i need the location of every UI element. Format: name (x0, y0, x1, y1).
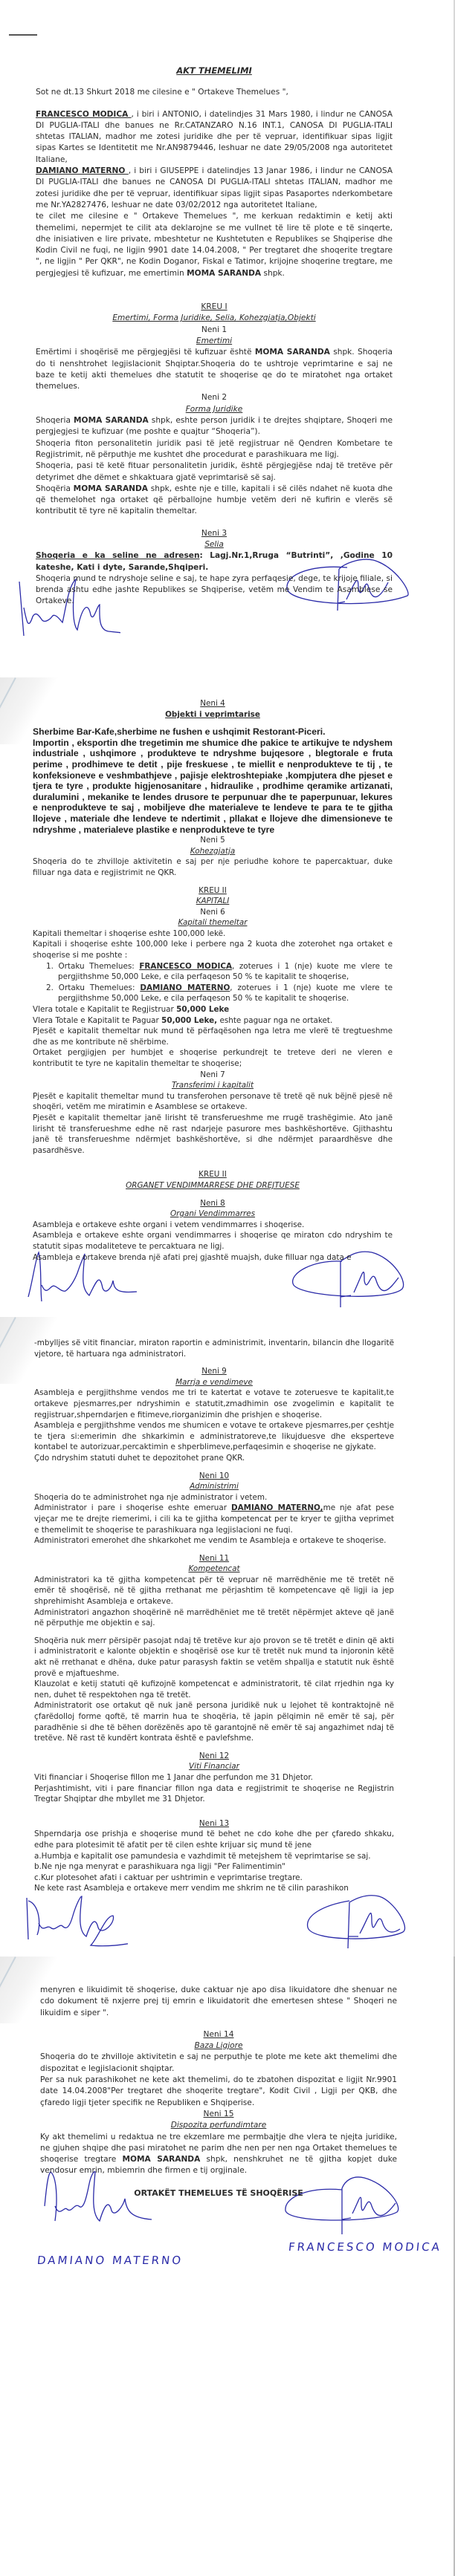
paragraph (36, 415, 393, 438)
text-run: Shoqeria (36, 416, 74, 426)
text-run: b.Ne nje nga menyrat e parashikuara nga ligji "Per Falimentimin" (34, 1862, 285, 1872)
paragraph (34, 1772, 394, 1783)
paragraph (33, 726, 393, 738)
section-number: KREU II (199, 1170, 227, 1180)
paragraph (34, 1851, 394, 1862)
text-run: Asambleja e ortakeve eshte organi i vetem vendimmarres i shoqerise. (33, 1220, 305, 1229)
text-run: , zoterues i 1 (nje) kuote me vlere te pergjithshme 50,000 Leke, e cila perfaqeson 50 % te kapitalit te shoqerise. (58, 983, 393, 1004)
text-run: Pjesët e kapitalit themeltar janë lirisht të transferueshme me rrugë trashëgimie. Ato janë lirisht të transferueshme edhe në rast ndarjeje pasurore mes bashkëshortëve. Gjithashtu janë të transferueshme ndërmjet bashkëshortëve, si dhe ndërmjet paraardhësve dhe pasardhësve. (33, 1113, 393, 1155)
text-run: Administratori angazhon shoqërinë në marrëdhëniet me të tretët nëpërmjet akteve që janë në përputhje me objektin e saj. (34, 1607, 394, 1628)
text-run: Viti financiar i Shoqerise fillon me 1 Janar dhe perfundon me 31 Dhjetor. (34, 1772, 313, 1782)
text-run: Vlera Totale e Kapitalit te Paguar (33, 1015, 162, 1025)
text-run: Administratori emerohet dhe shkarkohet me vendim te Asambleja e ortakeve te shoqerise. (34, 1536, 387, 1546)
text-run: Emërtimi i shoqërisë me përgjegjësi të kufizuar është (36, 348, 255, 357)
paragraph (33, 1252, 393, 1263)
section-heading: Kapitali themeltar (178, 918, 248, 928)
section-heading: Organi Vendimmarres (170, 1209, 256, 1219)
signature-francesco-modica (305, 1895, 409, 1951)
text-run: Shoqeria do te zhvilloje aktivitetin e saj ne perputhje te plote me kete akt themelimi dhe dispozitat e legjislacionit shqiptar. (40, 2052, 397, 2073)
text-run: Asambleja e ortakeve eshte organi vendimmarres i shoqerise qe miraton cdo ndryshim te statutit sipas modaliteteve te percaktuara ne ligj. (33, 1231, 393, 1251)
paragraph (36, 484, 393, 518)
emphasized-text: MOMA SARANDA (73, 484, 149, 493)
text-run: menyren e likuidimit të shoqerise, duke caktuar nje apo disa likuidatore dhe shenuar ne cdo dokument të nxjerre prej tij emrin e likuidatorit dhe emertesen shtese " Shoqeri ne likuidim e siper ". (40, 1985, 397, 2017)
text-run: Vlera totale e Kapitalit te Regjistruar (33, 1005, 177, 1015)
paragraph (33, 928, 393, 940)
emphasized-text: FRANCESCO MODICA (36, 109, 132, 119)
text-run: Asambleja e pergjithshme vendos me tri te katertat e votave te zoteruesve te kapitalit,te ortakeve pjesmarres,per ndryshimin e statutit,zmadhimin ose zvogelimin e kapitalit te regjistruar,shperndarjen e fitimeve,riorganizimin dhe prishjen e shoqerise. (34, 1388, 394, 1419)
paragraph (36, 87, 393, 98)
section-number: KREU I (201, 302, 228, 312)
section-heading: Emertimi (196, 336, 233, 345)
paragraph (34, 1873, 394, 1884)
section-number: Neni 6 (200, 907, 225, 917)
paragraph (34, 1492, 394, 1503)
section-number: Neni 13 (199, 1818, 230, 1828)
text-run: Sot ne dt.13 Shkurt 2018 me cilesine e " Ortakeve Themelues ", (36, 88, 288, 97)
section-heading: ORGANET VENDIMMARRESE DHE DREJTUESE (126, 1180, 300, 1190)
emphasized-text: DAMIANO MATERNO, (230, 1503, 323, 1513)
paragraph (34, 1453, 394, 1464)
text-run: Klauzolat e ketij statuti që kufizojnë kompetencat e administratorit, të cilat rrjedhin nga ky nen, duhet të respektohen nga të tretët. (34, 1679, 394, 1700)
text-run: Shoqeria mund te ndryshoje seline e saj, te hape zyra perfaqesie, dege, te krijoje filiale, si brenda ashtu edhe jashte Republikes se Shqiperise, vetëm me Vendim te Asamblese se Ortakeve. (36, 573, 393, 606)
emphasized-text: : Lagj.Nr.1,Rruga “Butrinti”, ,Godine 10 kateshe, Kati i dyte, Sarande,Shqiperi. (36, 551, 393, 572)
section-heading: AKT THEMELIMI (176, 65, 252, 76)
section-heading: Transferimi i kapitalit (171, 1081, 254, 1090)
text-run: Shoqëria nuk merr përsipër pasojat ndaj të tretëve kur ajo provon se të tretët e dinin që akti i administratorit e kalonte objektin e shoqërisë ose kur të tretët nuk mund ta injoronin këtë akt në rrethanat e dhëna, duke patur parasysh faktin se vetëm shpallja e statutit nuk është provë e mjaftueshme. (34, 1636, 394, 1678)
section-number: Neni 15 (203, 2109, 234, 2118)
emphasized-text: DAMIANO MATERNO (36, 166, 129, 176)
text-run: 2. Ortaku Themelues: (46, 983, 141, 992)
paragraph (33, 1091, 393, 1113)
paragraph (36, 211, 393, 279)
section-heading: Baza Ligjore (194, 2041, 243, 2051)
section-number: Neni 7 (200, 1070, 225, 1079)
page-content (40, 1985, 397, 2199)
paragraph (34, 1338, 394, 1359)
section-number: KREU II (199, 885, 227, 895)
section-number: Neni 3 (201, 528, 228, 538)
paragraph (36, 166, 393, 211)
text-run: shpk, eshte nje e tille, kapitali i së cilës ndahet në kuota dhe që themelohet nga ortaket që përballojne humbje vetëm deri në kufirin e vlerës së kontributit të tyre në kapitalin themeltar. (36, 484, 393, 516)
page-content (34, 1338, 394, 1894)
text-run: Çdo ndryshim statuti duhet te depozitohet prane QKR. (34, 1453, 245, 1463)
section-heading: Kohezgjatja (190, 846, 236, 856)
paragraph (34, 1535, 394, 1546)
paragraph (33, 939, 393, 960)
emphasized-text: 50,000 Leke (176, 1005, 230, 1015)
paragraph (40, 2075, 397, 2109)
paragraph (40, 2052, 397, 2075)
section-heading: ORTAKËT THEMELUES TË SHOQËRISE (134, 2188, 303, 2198)
emphasized-text: 50,000 Leke, (161, 1015, 218, 1025)
paragraph (34, 1700, 394, 1743)
paragraph (33, 856, 393, 878)
section-heading: KAPITALI (196, 897, 230, 906)
section-number: Neni 4 (200, 699, 225, 708)
paragraph (33, 961, 393, 983)
section-heading: Viti Financiar (189, 1762, 239, 1772)
text-run: Ortaket pergjigjen per humbjet e shoqerise perkundrejt te treteve deri ne vleren e kontributit te tyre ne kapitalin themeltar te shoqerise; (33, 1048, 393, 1068)
text-run: eshte paguar nga ne ortaket. (217, 1015, 333, 1025)
paragraph (34, 1503, 394, 1535)
text-run: Administrator i pare i shoqerise eshte emeruar (34, 1503, 231, 1513)
section-number: Neni 11 (199, 1553, 230, 1563)
page-2 (0, 677, 455, 1317)
text-run: Shoqeria do te zhvilloje aktivitetin e saj per nje periudhe kohore te papercaktuar, duke filluar nga data e regjistrimit ne QKR. (33, 857, 393, 877)
paragraph (34, 1607, 394, 1629)
section-number: Neni 9 (201, 1367, 227, 1376)
text-run: Shoqëria (36, 484, 74, 493)
text-run: Asambleja e pergjithshme vendos me shumicen e votave te ortakeve pjesmarres,per çeshtje te tjera si:emerimin dhe shkarkimin e administratoreve,te likujduesve dhe eksperteve kontabel te autorizuar,percaktimin e shperblimeve,perfaqesimin e shoqerise ne gjykate. (34, 1421, 394, 1452)
emphasized-text: FRANCESCO MODICA (139, 961, 233, 971)
text-run: a.Humbja e kapitalit ose pamundesia e vazhdimit të metejshem të veprimtarise se saj. (34, 1851, 371, 1861)
paragraph (36, 347, 393, 392)
emphasized-text: Shoqeria e ka seline ne adresen (36, 551, 200, 561)
text-run: Pjesët e kapitalit themeltar nuk mund të përfaqësohen nga letra me vlerë të tregtueshme dhe as me kontribute në shërbime. (33, 1027, 393, 1047)
paragraph (34, 1636, 394, 1679)
paragraph (36, 438, 393, 461)
text-run: shpk. Shoqeria do ti nenshtrohet legjislacionit Shqiptar.Shoqeria do te ushtroje veprimtarine e saj ne baze te ketij akti themelues dhe statutit te shoqerise qe do te miratohet nga ortaket themelues. (36, 348, 393, 391)
text-run: shpk. (261, 268, 285, 278)
section-number: Neni 1 (201, 325, 228, 334)
text-run: Kapitali i shoqerise eshte 100,000 leke i perbere nga 2 kuota dhe zoterohet nga ortaket e shoqerise si me poshte : (33, 940, 393, 960)
text-run: c.Kur plotesohet afati i caktuar per ushtrimin e veprimtarise tregtare. (34, 1873, 303, 1882)
page-content (36, 65, 393, 608)
text-run: Per sa nuk parashikohet ne kete akt themelimi, do te zbatohen dispozitat e ligjit Nr.9901 date 14.04.2008"Per tregtaret dhe shoqerite tregtare", Kodit Civil , Ligji per QKB, dhe çfaredo ligji tjeter specifik ne Republiken e Shqiperise. (40, 2075, 397, 2107)
section-heading: Marrja e vendimeve (175, 1377, 253, 1387)
paragraph (36, 461, 393, 484)
emphasized-text: DAMIANO MATERNO (140, 983, 230, 992)
paragraph (33, 1230, 393, 1252)
emphasized-text: MOMA SARANDA (74, 416, 149, 426)
section-heading: Emertimi, Forma Juridike, Selia, Kohezgjatja,Objekti (112, 313, 316, 323)
handwritten-name-francesco-modica: FRANCESCO MODICA (288, 2240, 442, 2254)
section-heading: Administrimi (190, 1482, 239, 1492)
page-4 (0, 1957, 455, 2576)
text-run: 1. Ortaku Themelues: (46, 961, 140, 971)
paragraph (34, 1679, 394, 1700)
text-run: Shoqeria do te administrohet nga nje administrator i vetem. (34, 1492, 268, 1502)
text-run: , i biri i GIUSEPPE i datelindjes 13 Janar 1986, i lindur ne CANOSA DI PUGLIA-ITALI dhe banues ne CANOSA DI PUGLIA-ITALI shtetas ITALIAN, madhor me zotesi juridike dhe per të vepruar, identifikuar sipas ligjit sipas Pasaportes nderkombetare me Nr.YA2827476, leshuar ne date 03/02/2012 nga autoritetet Italiane, (36, 166, 393, 209)
text-run: te cilet me cilesine e " Ortakeve Themelues ", me kerkuan redaktimin e ketij akti themelimi, nepermjet te cilit ata deklarojne se me vullnet të lire të plote e të sinqerte, dhe inisiativen e lire private, mbeshtetur ne Kushtetuten e Republikes se Shqiperise dhe Kodin Civil ne fuqi, ne ligjin 9901 date 14.04.2008, " Per tregtaret dhe shoqerite tregtare ", ne ligjin " Per QKR", ne Kodin Doganor, Fiskal e Tatimor, krijojne shoqerine tregtare, me pergjegjesi të kufizuar, me emertimin (36, 212, 393, 278)
text-run: Asambleja e ortakeve brenda një afati prej gjashtë muajsh, duke filluar nga data e (33, 1252, 352, 1262)
paragraph (34, 1829, 394, 1850)
section-number: Neni 12 (199, 1751, 230, 1760)
paragraph (34, 1783, 394, 1805)
section-number: Neni 2 (201, 393, 228, 403)
paragraph (34, 1883, 394, 1894)
text-run: Shoqeria fiton personalitetin juridik pasi të jetë regjistruar në Qendren Kombetare te Regjistrimit, në përputhje me kushtet dhe procedurat e parashikuara me ligj. (36, 438, 393, 459)
section-heading: Forma Juridike (185, 404, 243, 414)
paragraph (34, 1388, 394, 1420)
paragraph (40, 1985, 397, 2019)
paragraph (36, 109, 393, 166)
paragraph (33, 738, 393, 835)
text-run: Ne kete rast Asambleja e ortakeve merr vendim me shkrim ne të cilin parashikon (34, 1884, 349, 1893)
paragraph (33, 1026, 393, 1047)
paragraph (33, 1220, 393, 1231)
section-number: Neni 14 (203, 2029, 234, 2039)
text-run: Shperndarja ose prishja e shoqerise mund të behet ne cdo kohe dhe per çfaredo shkaku, edhe para plotesimit të afatit per të cilen eshte krijuar siç mund të jene (34, 1829, 394, 1850)
page-content (33, 698, 393, 1263)
paragraph (33, 1113, 393, 1156)
paragraph (34, 1575, 394, 1607)
section-number: Neni 10 (199, 1471, 230, 1480)
text-run: Shoqeria, pasi të ketë fituar personalitetin juridik, është përgjegjëse ndaj të tretëve për detyrimet dhe dëmet e shkaktuara gjatë veprimtarisë së saj. (36, 461, 393, 482)
text-run: Kapitali themeltar i shoqerise eshte 100,000 lekë. (33, 928, 226, 938)
section-number: Neni 8 (200, 1198, 225, 1208)
emphasized-text: MOMA SARANDA (187, 268, 262, 278)
signature-damiano-materno (24, 1893, 128, 1953)
paragraph (40, 2132, 397, 2177)
section-heading: Dispozita perfundimtare (170, 2121, 267, 2130)
paragraph (34, 1420, 394, 1453)
section-number: Neni 5 (200, 836, 225, 845)
emphasized-text: MOMA SARANDA (254, 348, 330, 357)
text-run: shpk, eshte person juridik i te drejtes shqiptare, Shoqeri me pergjegjesi te kufizuar (me poshte e quajtur “Shoqeria”). (36, 416, 393, 437)
paragraph (36, 573, 393, 608)
text-run: Importin , eksportin dhe tregetimin me shumice dhe pakice te artikujve te ndyshem industriale , ushqimore , produkteve te ndryshme bujqesore , blegtorale e fruta perime , prodhimeve te detit , pije freskuese , te miellit e nenprodukteve te tij , te konfeksioneve e veshmbathjeve , pajisje elektroshtepiake ,kompjutera dhe pjeset e tjera te tyre , produkte higjenosanitare , hidraulike , prodhime qeramike artizanati, duralumini , mekanike te lendes drusore te perpunuar dhe te paperpunuar, lekures e nenprodukteve te saj , mobiljeve dhe materialeve te lendeve te para te te gjitha llojeve , materiale dhe lendeve te ndertimit , pllakat e llojeve dhe dimensioneve te ndryshme , materialeve plastike e nenprodukteve te tyre (33, 737, 393, 835)
text-run: Administratorit ose ortakut që nuk janë persona juridikë nuk u lejohet të kontraktojnë në çfarëdolloj forme qoftë, të marrin hua te shoqëria, të japin pëlqimin në emër të saj, për paradhënie si dhe të bëhen dorëzënës apo të garantojnë në emër të saj angazhimet ndaj të tretëve. Në rast të kundërt kontrata është e pavlefshme. (34, 1701, 394, 1743)
section-heading: Objekti i veprimtarise (165, 709, 260, 719)
text-run: Pjesët e kapitalit themeltar mund tu transferohen personave të tretë që nuk bëjnë pjesë në shoqëri, vetëm me miratimin e Asamblese se ortakeve. (33, 1091, 393, 1112)
text-run: , zoterues i 1 (nje) kuote me vlere te pergjithshme 50,000 Leke, e cila perfaqeson 50 % te kapitalit te shoqerise, (58, 961, 393, 982)
paragraph (33, 1004, 393, 1015)
page-1 (0, 0, 455, 677)
scan-mark (9, 34, 37, 36)
section-heading: Selia (204, 539, 224, 549)
text-run: -mbylljes së vitit financiar, miraton raportin e administrimit, inventarin, bilancin dhe llogaritë vjetore, të hartuara nga administratori. (34, 1339, 394, 1359)
paragraph (36, 550, 393, 573)
page-3 (0, 1317, 455, 1957)
text-run: Administratori ka të gjitha kompetencat për të vepruar në marrëdhënie me të tretët në emër të shoqërisë, në të gjitha rrethanat me përjashtim të kompetencave që ligji ia jep shprehimisht Asambleja e ortakeve. (34, 1575, 394, 1607)
text-run: Sherbime Bar-Kafe,sherbime ne fushen e ushqimit Restorant-Piceri. (33, 726, 326, 738)
text-run: Ky akt themelimi u redaktua ne tre ekzemlare me permbajtje dhe vlera te njejta juridike, ne gjuhen shqipe dhe pasi miratohet ne parim dhe nen per nen nga Ortaket themelues te shoqerise tregtare (40, 2132, 397, 2164)
text-run: Perjashtimisht, viti i pare financiar fillon nga data e regjistrimit te shoqerise ne Regjistrin Tregtar Shqiptar dhe mbyllet me 31 Dhjetor. (34, 1783, 394, 1804)
paragraph (34, 1861, 394, 1873)
paragraph (33, 983, 393, 1004)
section-heading: Kompetencat (188, 1564, 240, 1574)
text-run: , i biri i ANTONIO, i datelindjes 31 Mars 1980, i lindur ne CANOSA DI PUGLIA-ITALI dhe banues ne Rr.CATANZARO N.16 INT.1, CANOSA DI PUGLIA-ITALI shtetas ITALIAN, madhor me zotesi juridike dhe per të vepruar, identifikuar sipas ligjit sipas Kartes se Identitetit me Nr.AN9879446, leshuar ne date 29/05/2008 nga autoritetet Italiane, (36, 109, 393, 164)
text-run: me nje afat pese vjeçar me te drejte riemerimi, i cili ka te gjitha kompetencat per te kryer te gjitha veprimet e themelimit te shoqerise te parashikuara nga legjislacioni ne fuqi. (34, 1503, 394, 1535)
text-run: shpk, nenshkruhet ne të gjitha kopjet duke vendosur emrin, mbiemrin dhe firmen e tij orgjinale. (40, 2155, 397, 2176)
emphasized-text: MOMA SARANDA (122, 2155, 201, 2164)
paragraph (33, 1047, 393, 1069)
handwritten-name-damiano-materno: DAMIANO MATERNO (36, 2254, 184, 2267)
paragraph (33, 1015, 393, 1027)
